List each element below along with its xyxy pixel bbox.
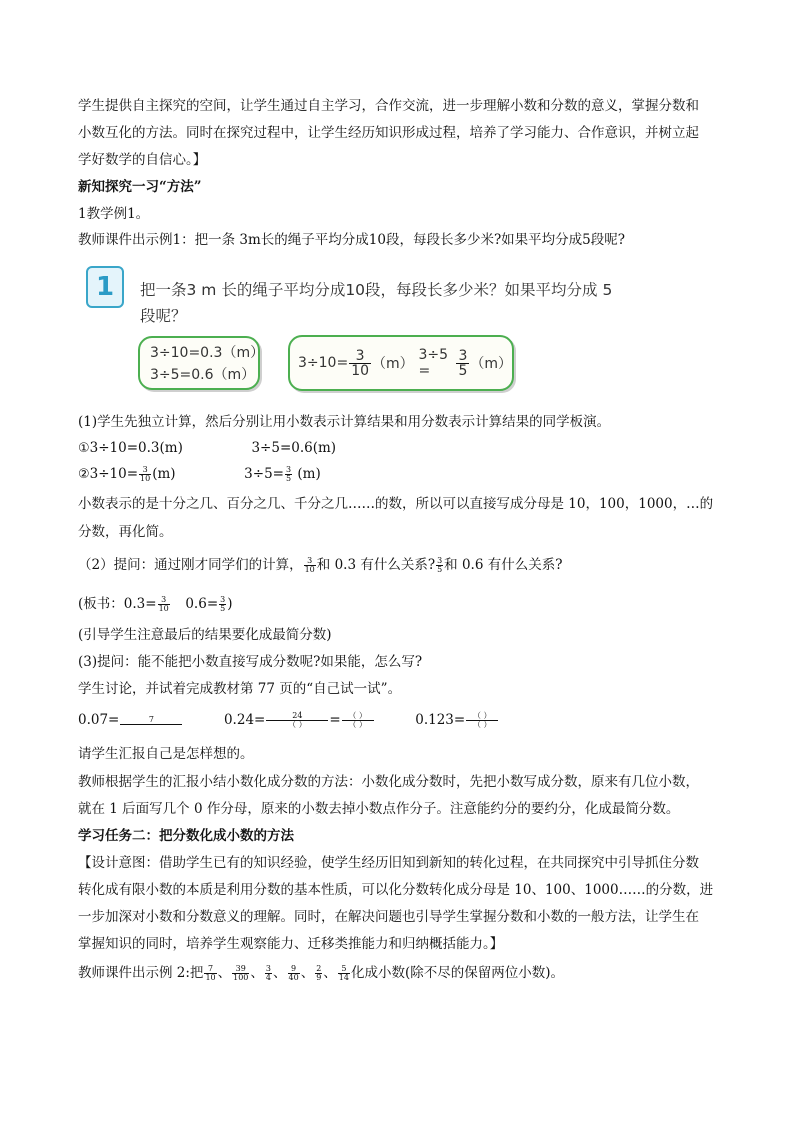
exercise-fraction-3: $\frac{( )}{( )}$ (466, 712, 498, 729)
frac-calc-2-left: 3÷5 = (418, 347, 449, 379)
example-2-fraction: $\frac{9}{40}$ (288, 964, 299, 982)
fraction-separator: 、 (217, 965, 232, 981)
example-2-fraction: $\frac{2}{9}$ (316, 964, 322, 982)
fraction-separator: 、 (323, 965, 337, 981)
exercise-fraction-1: 7 (120, 716, 182, 725)
section-heading-new: 新知探究一习“方法” (78, 179, 202, 195)
decimal-calc-2: 3÷5=0.6（m） (150, 367, 256, 383)
intro-line-1: 学生提供自主探究的空间，让学生通过自主学习，合作交流，进一步理解小数和分数的意义，掌握分数和 (78, 98, 699, 114)
calc-row-2: ②3÷10= $\frac{3}{10}$ (m) 3÷5= $\frac{3}{5}$ (m) (78, 465, 321, 483)
discussion: 学生讨论，并试着完成教材第 77 页的“自己试一试”。 (78, 681, 402, 697)
decimal-calc-box (138, 336, 265, 390)
report: 请学生汇报自己是怎样想的。 (78, 746, 254, 762)
example-2-fraction: $\frac{39}{100}$ (233, 964, 249, 982)
frac-calc-2-unit: （m） (470, 356, 512, 372)
board-note: (板书：0.3= $\frac{3}{10}$ 0.6= $\frac{3}{5}$ ) (78, 595, 233, 613)
design-line-1: 【设计意图：借助学生已有的知识经验，使学生经历旧知到新知的转化过程，在共同探究中引导抓住分数 (78, 855, 699, 871)
fraction-separator: 、 (273, 965, 287, 981)
fraction-3-5-q: $\frac{3}{5}$ (437, 556, 443, 574)
fraction-3-5-small: $\frac{3}{5}$ (285, 465, 292, 483)
fraction-3-10-small: $\frac{3}{10}$ (140, 465, 151, 483)
example-2-fraction: $\frac{3}{4}$ (265, 964, 271, 982)
example-text-line-1: 把一条3 m 长的绳子平均分成10段，每段长多少米？如果平均分成 5 (140, 281, 613, 299)
circle-number-2: ② (78, 467, 90, 482)
example-2: 教师课件出示例 2:把 $\frac{7}{10}$ 、 $\frac{39}{100}$ 、 $\frac{3}{4}$ 、 $\frac{9}{40}$ 、 $\frac{2}{9}$ 、 $\frac{5}{14}$ 化成小数(除不尽的保留两位小数)。 (78, 964, 565, 982)
try-exercises: 0.07= 7 0.24= $\frac{24}{( )}$ = $\frac{( )}{( )}$ 0.123= $\frac{( )}{( )}$ (78, 710, 734, 730)
example-2-fractions (203, 965, 351, 981)
decimal-explain-1: 小数表示的是十分之几、百分之几、千分之几……的数，所以可以直接写成分母是 10，100，1000，…的 (78, 496, 714, 512)
calc-row-1: ①3÷10=0.3(m) 3÷5=0.6(m) (78, 440, 337, 456)
step-1: (1)学生先独立计算，然后分别让用小数表示计算结果和用分数表示计算结果的同学板演。 (78, 414, 611, 430)
step-3: (3)提问：能不能把小数直接写成分数呢?如果能，怎么写? (78, 654, 423, 670)
example-text-line-2: 段呢？ (140, 307, 187, 325)
teacher-shows-example-1: 教师课件出示例1：把一条 3m长的绳子平均分成10段，每段长多少米?如果平均分成5段呢? (78, 232, 626, 248)
teach-example-1: 1教学例1。 (78, 206, 150, 222)
exercise-fraction-2a: $\frac{24}{( )}$ (266, 712, 328, 729)
summary-line-1: 教师根据学生的汇报小结小数化成分数的方法：小数化成分数时，先把小数写成分数，原来有几位小数， (78, 774, 699, 790)
decimal-calc-1: 3÷10=0.3（m） (150, 345, 265, 361)
fraction-3-10-board: $\frac{3}{10}$ (158, 595, 169, 613)
intro-line-2: 小数互化的方法。同时在探究过程中，让学生经历知识形成过程，培养了学习能力、合作意识，并树立起 (78, 125, 699, 141)
fraction-3-10-q: $\frac{3}{10}$ (304, 556, 315, 574)
exercise-fraction-2b: $\frac{( )}{( )}$ (342, 712, 374, 729)
fraction-3-5: $\frac{3}{5}$ (458, 347, 468, 379)
design-line-3: 一步加深对小数和分数意义的理解。同时，在解决问题也引导学生掌握分数和小数的一般方法，让学生在 (78, 909, 699, 925)
fraction-3-10: $\frac{3}{10}$ (351, 347, 370, 379)
fraction-3-5-board: $\frac{3}{5}$ (220, 595, 226, 613)
guide-simplest: (引导学生注意最后的结果要化成最简分数) (78, 627, 332, 643)
fraction-separator: 、 (300, 965, 315, 981)
example-problem-text (140, 277, 660, 329)
decimal-explain-2: 分数，再化简。 (78, 524, 173, 540)
fraction-separator: 、 (250, 965, 264, 981)
circle-number-1: ① (78, 441, 90, 456)
fraction-calc-box (288, 335, 514, 391)
design-line-4: 掌握知识的同时，培养学生观察能力、迁移类推能力和归纳概括能力。】 (78, 936, 504, 952)
frac-calc-1-unit: （m） (372, 356, 414, 372)
intro-line-3: 学好数学的自信心。】 (78, 152, 207, 168)
design-line-2: 转化成有限小数的本质是利用分数的基本性质，可以化分数转化成分母是 10、100、1000……的分数，进 (78, 882, 714, 898)
example-2-fraction: $\frac{5}{14}$ (338, 964, 349, 982)
example-2-fraction: $\frac{7}{10}$ (205, 964, 216, 982)
step-2: （2）提问：通过刚才同学们的计算， $\frac{3}{10}$ 和 0.3 有什么关系? $\frac{3}{5}$ 和 0.6 有什么关系? (78, 556, 563, 574)
example-number-badge: 1 (86, 266, 124, 308)
frac-calc-1-left: 3÷10= (298, 355, 349, 371)
summary-line-2: 就在 1 后面写几个 0 作分母，原来的小数去掉小数点作分子。注意能约分的要约分，化成最简分数。 (78, 801, 680, 817)
task-2-heading: 学习任务二：把分数化成小数的方法 (78, 828, 294, 844)
